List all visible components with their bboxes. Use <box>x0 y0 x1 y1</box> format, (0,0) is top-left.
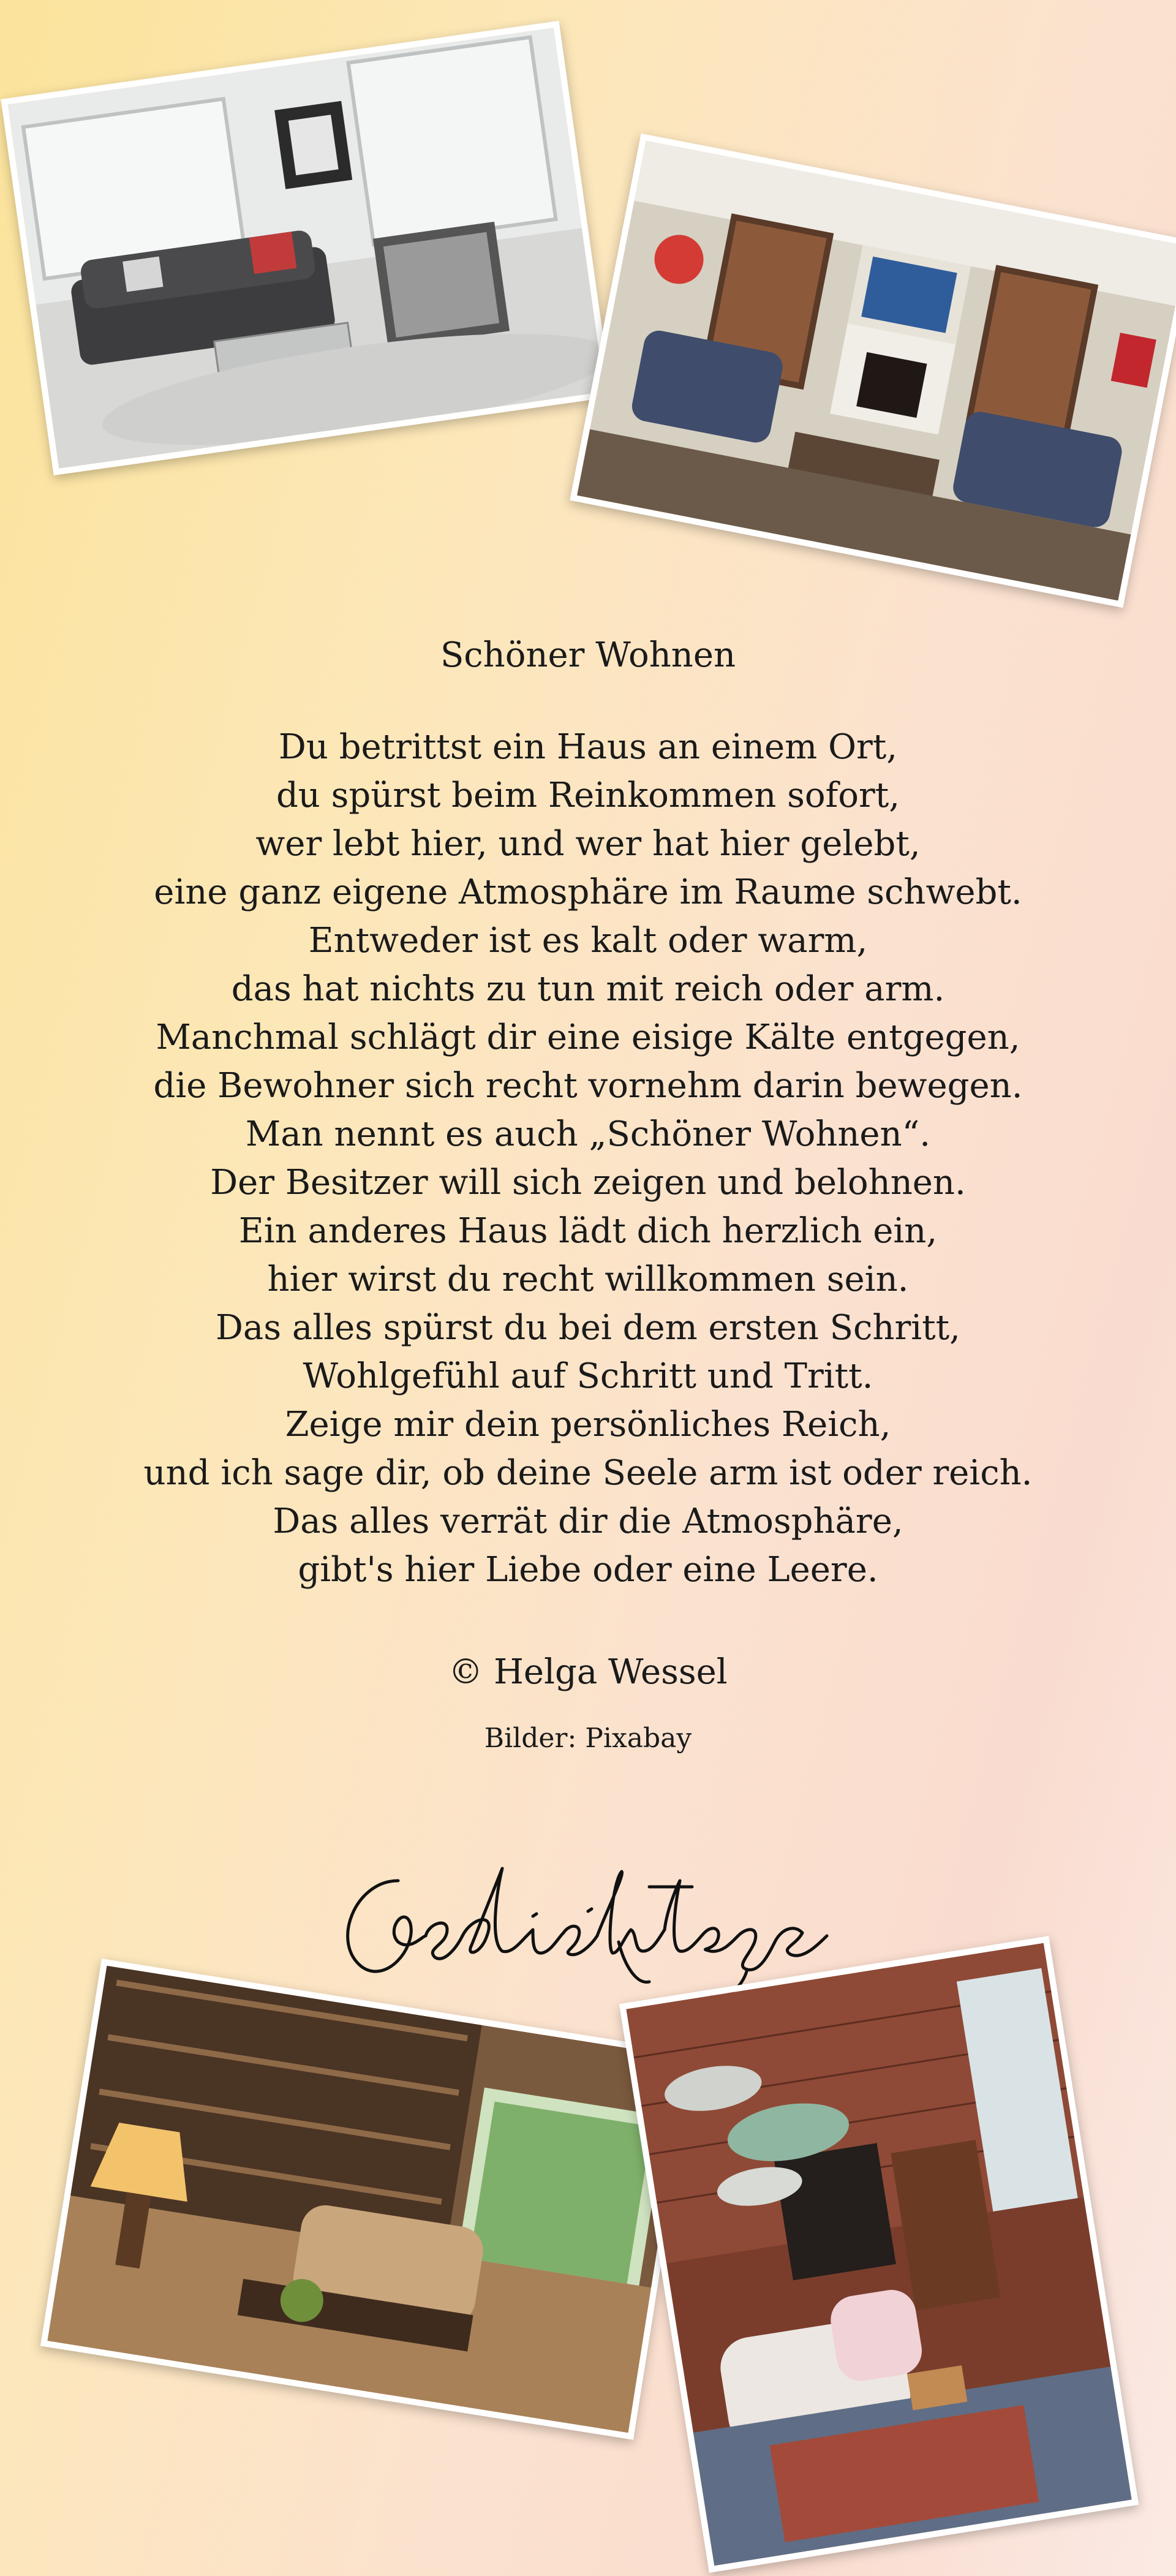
poem <box>0 631 1176 1754</box>
poem-line: Ein anderes Haus lädt dich herzlich ein, <box>238 1211 938 1251</box>
poem-line: und ich sage dir, ob deine Seele arm ist oder reich. <box>143 1453 1033 1493</box>
poem-line: eine ganz eigene Atmosphäre im Raume schwebt. <box>154 872 1022 912</box>
poem-line: die Bewohner sich recht vornehm darin bewegen. <box>153 1066 1023 1106</box>
poem-author: © Helga Wessel <box>448 1652 728 1692</box>
poem-title: Schöner Wohnen <box>440 635 736 675</box>
poem-line: Das alles verrät dir die Atmosphäre, <box>273 1501 903 1541</box>
image-credit: Bilder: Pixabay <box>484 1723 692 1754</box>
poem-line: hier wirst du recht willkommen sein. <box>267 1260 909 1299</box>
poem-line: Wohlgefühl auf Schritt und Tritt. <box>303 1356 873 1396</box>
photo-living-room-loft <box>619 1936 1139 2572</box>
photo-living-room-bookshelf <box>40 1958 695 2439</box>
poem-line: Man nennt es auch „Schöner Wohnen“. <box>245 1114 931 1154</box>
poem-line: gibt's hier Liebe oder eine Leere. <box>298 1550 878 1590</box>
poem-line: Der Besitzer will sich zeigen und belohnen. <box>210 1163 966 1203</box>
photo-living-room-fireplace <box>570 134 1176 608</box>
poem-line: Das alles spürst du bei dem ersten Schritt, <box>216 1308 960 1348</box>
poem-line: Zeige mir dein persönliches Reich, <box>285 1405 891 1445</box>
poem-body <box>0 723 1176 1594</box>
poem-line: Entweder ist es kalt oder warm, <box>308 921 868 961</box>
poem-line: wer lebt hier, und wer hat hier gelebt, <box>255 824 921 864</box>
poem-line: Du betrittst ein Haus an einem Ort, <box>278 727 898 767</box>
poem-line: du spürst beim Reinkommen sofort, <box>276 776 900 815</box>
photo-living-room-modern <box>1 21 611 475</box>
poem-line: Manchmal schlägt dir eine eisige Kälte entgegen, <box>156 1018 1020 1057</box>
poem-line: das hat nichts zu tun mit reich oder arm. <box>231 969 945 1009</box>
